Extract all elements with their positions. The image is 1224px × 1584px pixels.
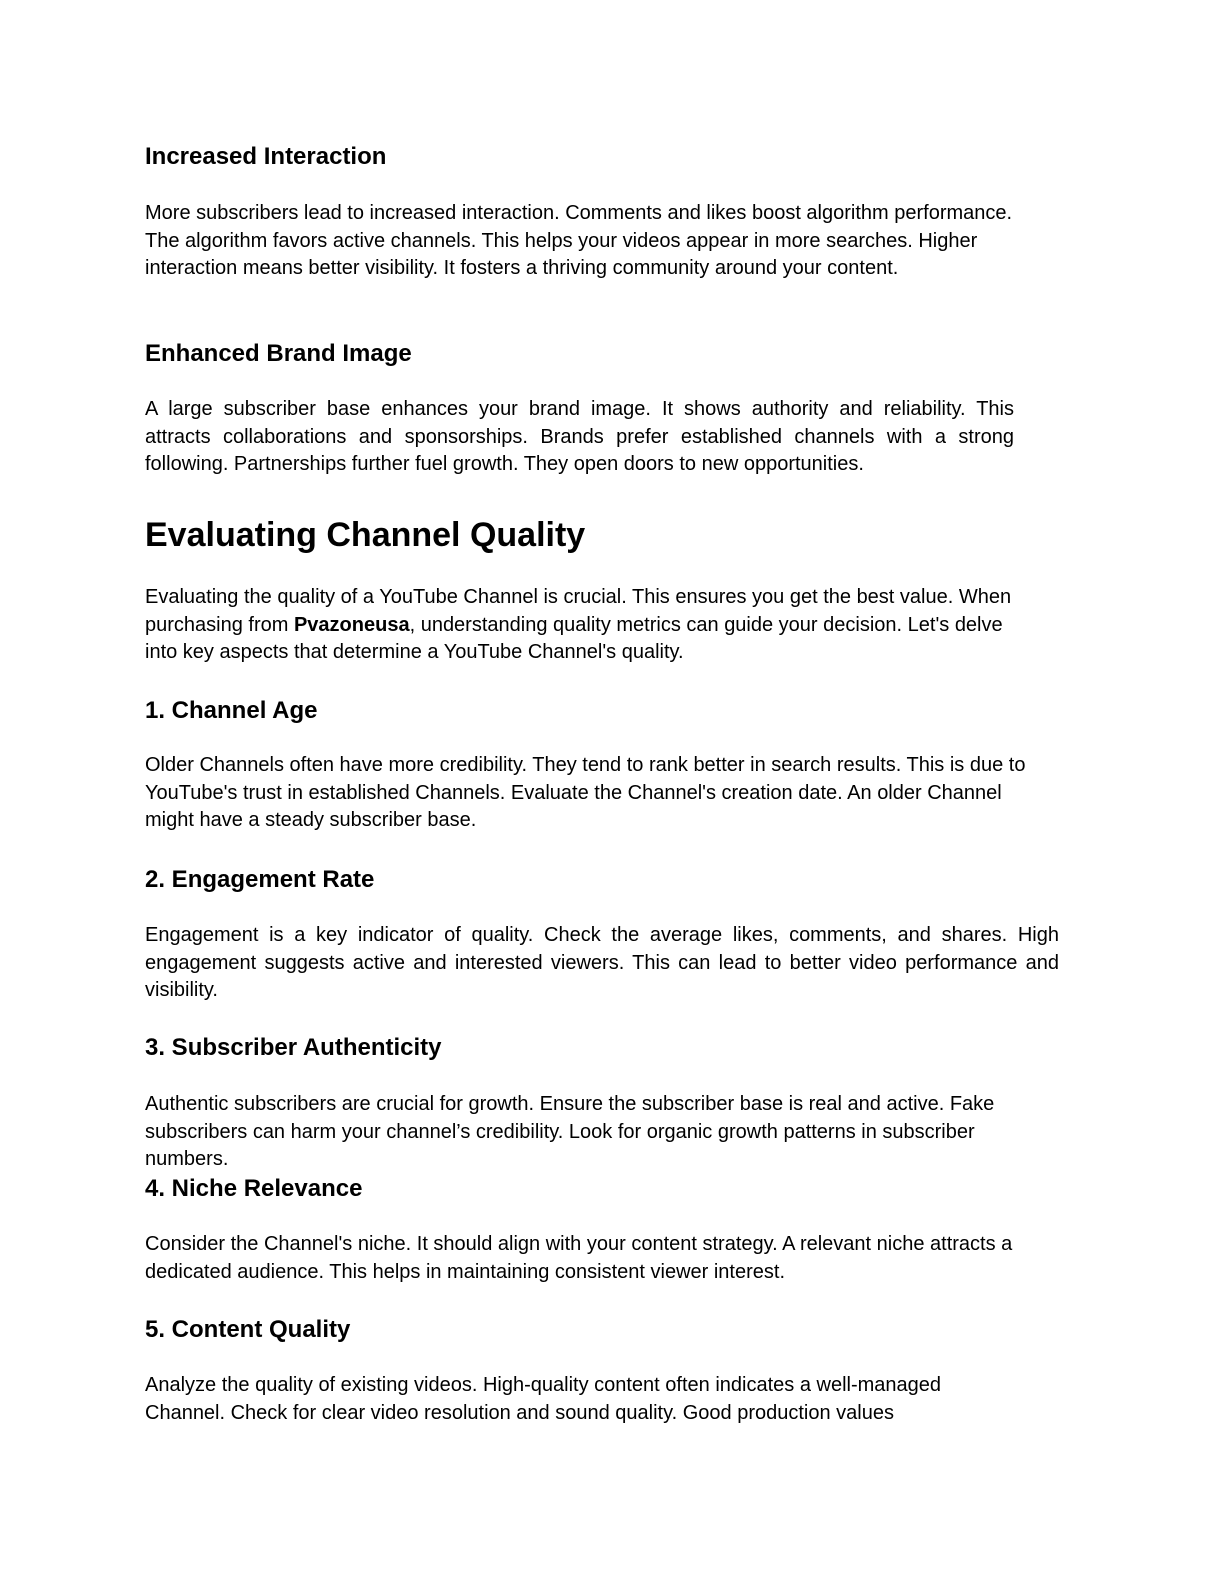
paragraph-evaluating-channel-quality bbox=[145, 584, 1020, 667]
heading-evaluating-channel-quality: Evaluating Channel Quality bbox=[145, 516, 586, 554]
paragraph-enhanced-brand-image: A large subscriber base enhances your brand image. It shows authority and reliability. This attracts collaborations and sponsorships. Brands prefer established channels with a strong following. Partnerships further fuel growth. They open doors to new opportunities. bbox=[145, 398, 1014, 475]
heading-subscriber-authenticity: 3. Subscriber Authenticity bbox=[145, 1034, 442, 1061]
heading-engagement-rate: 2. Engagement Rate bbox=[145, 866, 375, 893]
paragraph-channel-age: Older Channels often have more credibility. They tend to rank better in search results. This is due to YouTube's trust in established Channels. Evaluate the Channel's creation date. An older Channel might have a steady subscriber base. bbox=[145, 754, 1026, 831]
paragraph-text-before-brand: Evaluating the quality of a YouTube Channel is crucial. This ensures you get the best value. When purchasing from bbox=[145, 586, 1012, 636]
heading-niche-relevance: 4. Niche Relevance bbox=[145, 1175, 363, 1202]
paragraph-niche-relevance: Consider the Channel's niche. It should align with your content strategy. A relevant niche attracts a dedicated audience. This helps in maintaining consistent viewer interest. bbox=[145, 1233, 1013, 1283]
heading-enhanced-brand-image: Enhanced Brand Image bbox=[145, 340, 412, 367]
heading-increased-interaction: Increased Interaction bbox=[145, 143, 387, 170]
paragraph-engagement-rate: Engagement is a key indicator of quality. Check the average likes, comments, and shares. High engagement suggests active and interested viewers. This can lead to better video performance and visibility. bbox=[145, 924, 1059, 1001]
heading-content-quality: 5. Content Quality bbox=[145, 1316, 351, 1343]
brand-name: Pvazoneusa bbox=[293, 613, 410, 636]
heading-channel-age: 1. Channel Age bbox=[145, 697, 318, 724]
paragraph-text-after-brand: , understanding quality metrics can guide your decision. Let's delve into key aspects that determine a YouTube Channel's quality. bbox=[145, 613, 1003, 663]
paragraph-subscriber-authenticity: Authentic subscribers are crucial for growth. Ensure the subscriber base is real and active. Fake subscribers can harm your channel’s credibility. Look for organic growth patterns in subscriber numbers. bbox=[145, 1093, 995, 1170]
paragraph-increased-interaction: More subscribers lead to increased interaction. Comments and likes boost algorithm performance. The algorithm favors active channels. This helps your videos appear in more searches. Higher interaction means better visibility. It fosters a thriving community around your content. bbox=[145, 202, 1013, 279]
paragraph-content-quality: Analyze the quality of existing videos. High-quality content often indicates a well-managed Channel. Check for clear video resolution and sound quality. Good production values bbox=[145, 1374, 942, 1424]
